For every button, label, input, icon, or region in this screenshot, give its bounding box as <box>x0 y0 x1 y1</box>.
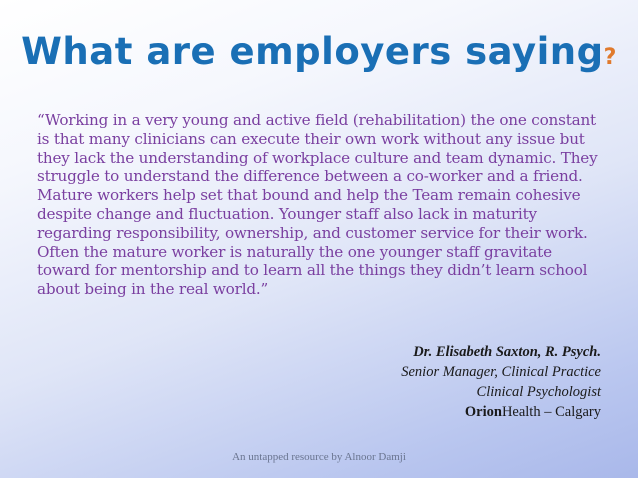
attribution-organization <box>401 402 601 422</box>
slide-title <box>0 30 638 73</box>
organization-name-bold: Orion <box>464 404 502 420</box>
quote-attribution <box>401 342 601 422</box>
attribution-role-primary: Senior Manager, Clinical Practice <box>401 364 601 380</box>
slide-footer: An untapped resource by Alnoor Damji <box>232 451 406 463</box>
slide-title-question-mark: ? <box>603 45 617 70</box>
slide-title-text: What are employers saying <box>21 30 604 73</box>
attribution-name: Dr. Elisabeth Saxton, R. Psych. <box>413 344 601 360</box>
attribution-role-secondary: Clinical Psychologist <box>476 384 601 400</box>
employer-quote: “Working in a very young and active field (rehabilitation) the one constant is that many clinicians can execute their own work without any issue but they lack the understanding of workplace culture and team dynamic. They struggle to understand the difference between a co-worker and a friend. Mature workers help set that bound and help the Team remain cohesive despite change and fluctuation. Younger staff also lack in maturity regarding responsibility, ownership, and customer service for their work. Often the mature worker is naturally the one younger staff gravitate toward for mentorship and to learn all the things they didn’t learn school about being in the real world.” <box>37 111 598 299</box>
organization-name-rest: Health – Calgary <box>501 404 601 420</box>
